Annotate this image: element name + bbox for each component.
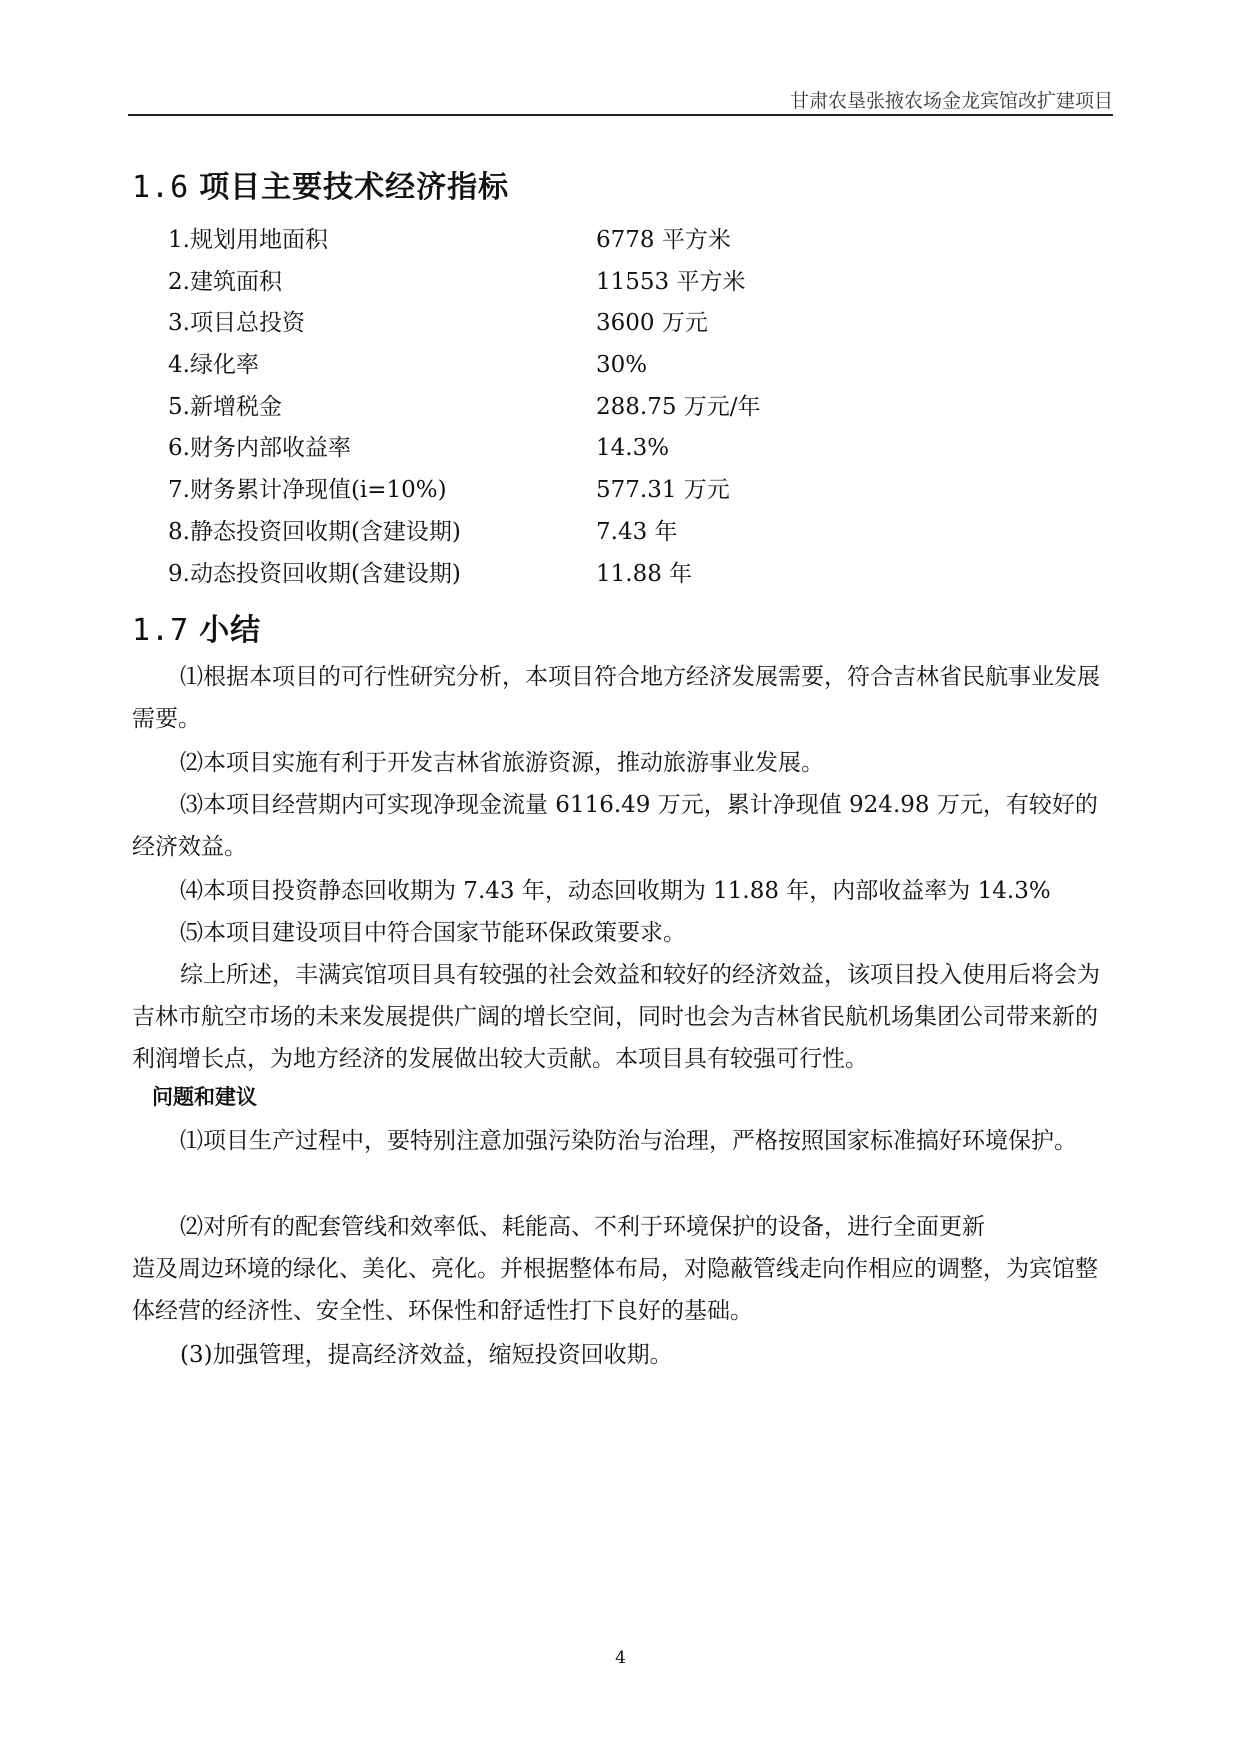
metric-value: 30%	[596, 352, 648, 379]
metric-value: 6778 平方米	[596, 227, 731, 253]
metric-row	[168, 262, 761, 304]
metric-value: 3600 万元	[596, 310, 708, 337]
metric-row	[168, 512, 761, 554]
metric-label: 2.建筑面积	[168, 268, 282, 295]
summary-paragraph: ⑷本项目投资静态回收期为 7.43 年，动态回收期为 11.88 年，内部收益率为 14.3%	[180, 878, 1051, 904]
metric-label: 9.动态投资回收期(含建设期)	[168, 560, 461, 587]
metric-row	[168, 554, 761, 596]
section-1-7-heading	[132, 605, 261, 649]
metric-value: 11.88 年	[596, 560, 693, 587]
metric-value: 14.3%	[596, 435, 670, 462]
issue-paragraph: ⑴项目生产过程中，要特别注意加强污染防治与治理，严格按照国家标准搞好环境保护。	[180, 1128, 1077, 1154]
section-number: 1.7	[132, 613, 190, 648]
metric-label: 5.新增税金	[168, 393, 282, 420]
metric-label: 8.静态投资回收期(含建设期)	[168, 518, 461, 545]
metrics-list	[168, 220, 761, 595]
metric-value: 7.43 年	[596, 518, 678, 545]
running-header: 甘肃农垦张掖农场金龙宾馆改扩建项目	[789, 90, 1113, 112]
conclusion-paragraph: 综上所述，丰满宾馆项目具有较强的社会效益和较好的经济效益，该项目投入使用后将会为吉林市航空市场的未来发展提供广阔的增长空间，同时也会为吉林省民航机场集团公司带来新的利润增长点，为地方经济的发展做出较大贡献。本项目具有较强可行性。	[132, 962, 1100, 1072]
header-rule	[128, 114, 1113, 116]
metric-label: 1.规划用地面积	[168, 227, 328, 253]
summary-paragraph: ⑴根据本项目的可行性研究分析，本项目符合地方经济发展需要，符合吉林省民航事业发展需要。	[132, 664, 1100, 732]
metric-value: 288.75 万元/年	[596, 393, 761, 420]
page-number: 4	[615, 1648, 626, 1668]
metric-row	[168, 345, 761, 387]
metric-row	[168, 387, 761, 429]
metric-value: 11553 平方米	[596, 268, 746, 295]
metric-row	[168, 220, 761, 262]
metric-label: 7.财务累计净现值(i=10%)	[168, 477, 447, 504]
metric-label: 3.项目总投资	[168, 310, 305, 337]
issue-paragraph: (3)加强管理，提高经济效益，缩短投资回收期。	[180, 1342, 673, 1368]
issue-paragraph: 造及周边环境的绿化、美化、亮化。并根据整体布局，对隐蔽管线走向作相应的调整，为宾馆整体经营的经济性、安全性、环保性和舒适性打下良好的基础。	[132, 1256, 1098, 1324]
metric-label: 6.财务内部收益率	[168, 435, 351, 462]
section-number: 1.6	[132, 170, 190, 205]
metric-row	[168, 303, 761, 345]
summary-paragraph: ⑶本项目经营期内可实现净现金流量 6116.49 万元，累计净现值 924.98 万元，有较好的经济效益。	[132, 792, 1098, 860]
section-1-6-heading	[132, 162, 509, 206]
metric-value: 577.31 万元	[596, 477, 730, 504]
issues-heading: 问题和建议	[152, 1085, 257, 1109]
metric-row	[168, 470, 761, 512]
issue-paragraph: ⑵对所有的配套管线和效率低、耗能高、不利于环境保护的设备，进行全面更新	[180, 1214, 985, 1240]
summary-paragraph: ⑵本项目实施有利于开发吉林省旅游资源，推动旅游事业发展。	[180, 750, 824, 776]
section-title: 项目主要技术经济指标	[199, 170, 510, 205]
metric-row	[168, 428, 761, 470]
metric-label: 4.绿化率	[168, 352, 259, 379]
section-title: 小结	[199, 613, 262, 648]
summary-paragraph: ⑸本项目建设项目中符合国家节能环保政策要求。	[180, 920, 686, 946]
